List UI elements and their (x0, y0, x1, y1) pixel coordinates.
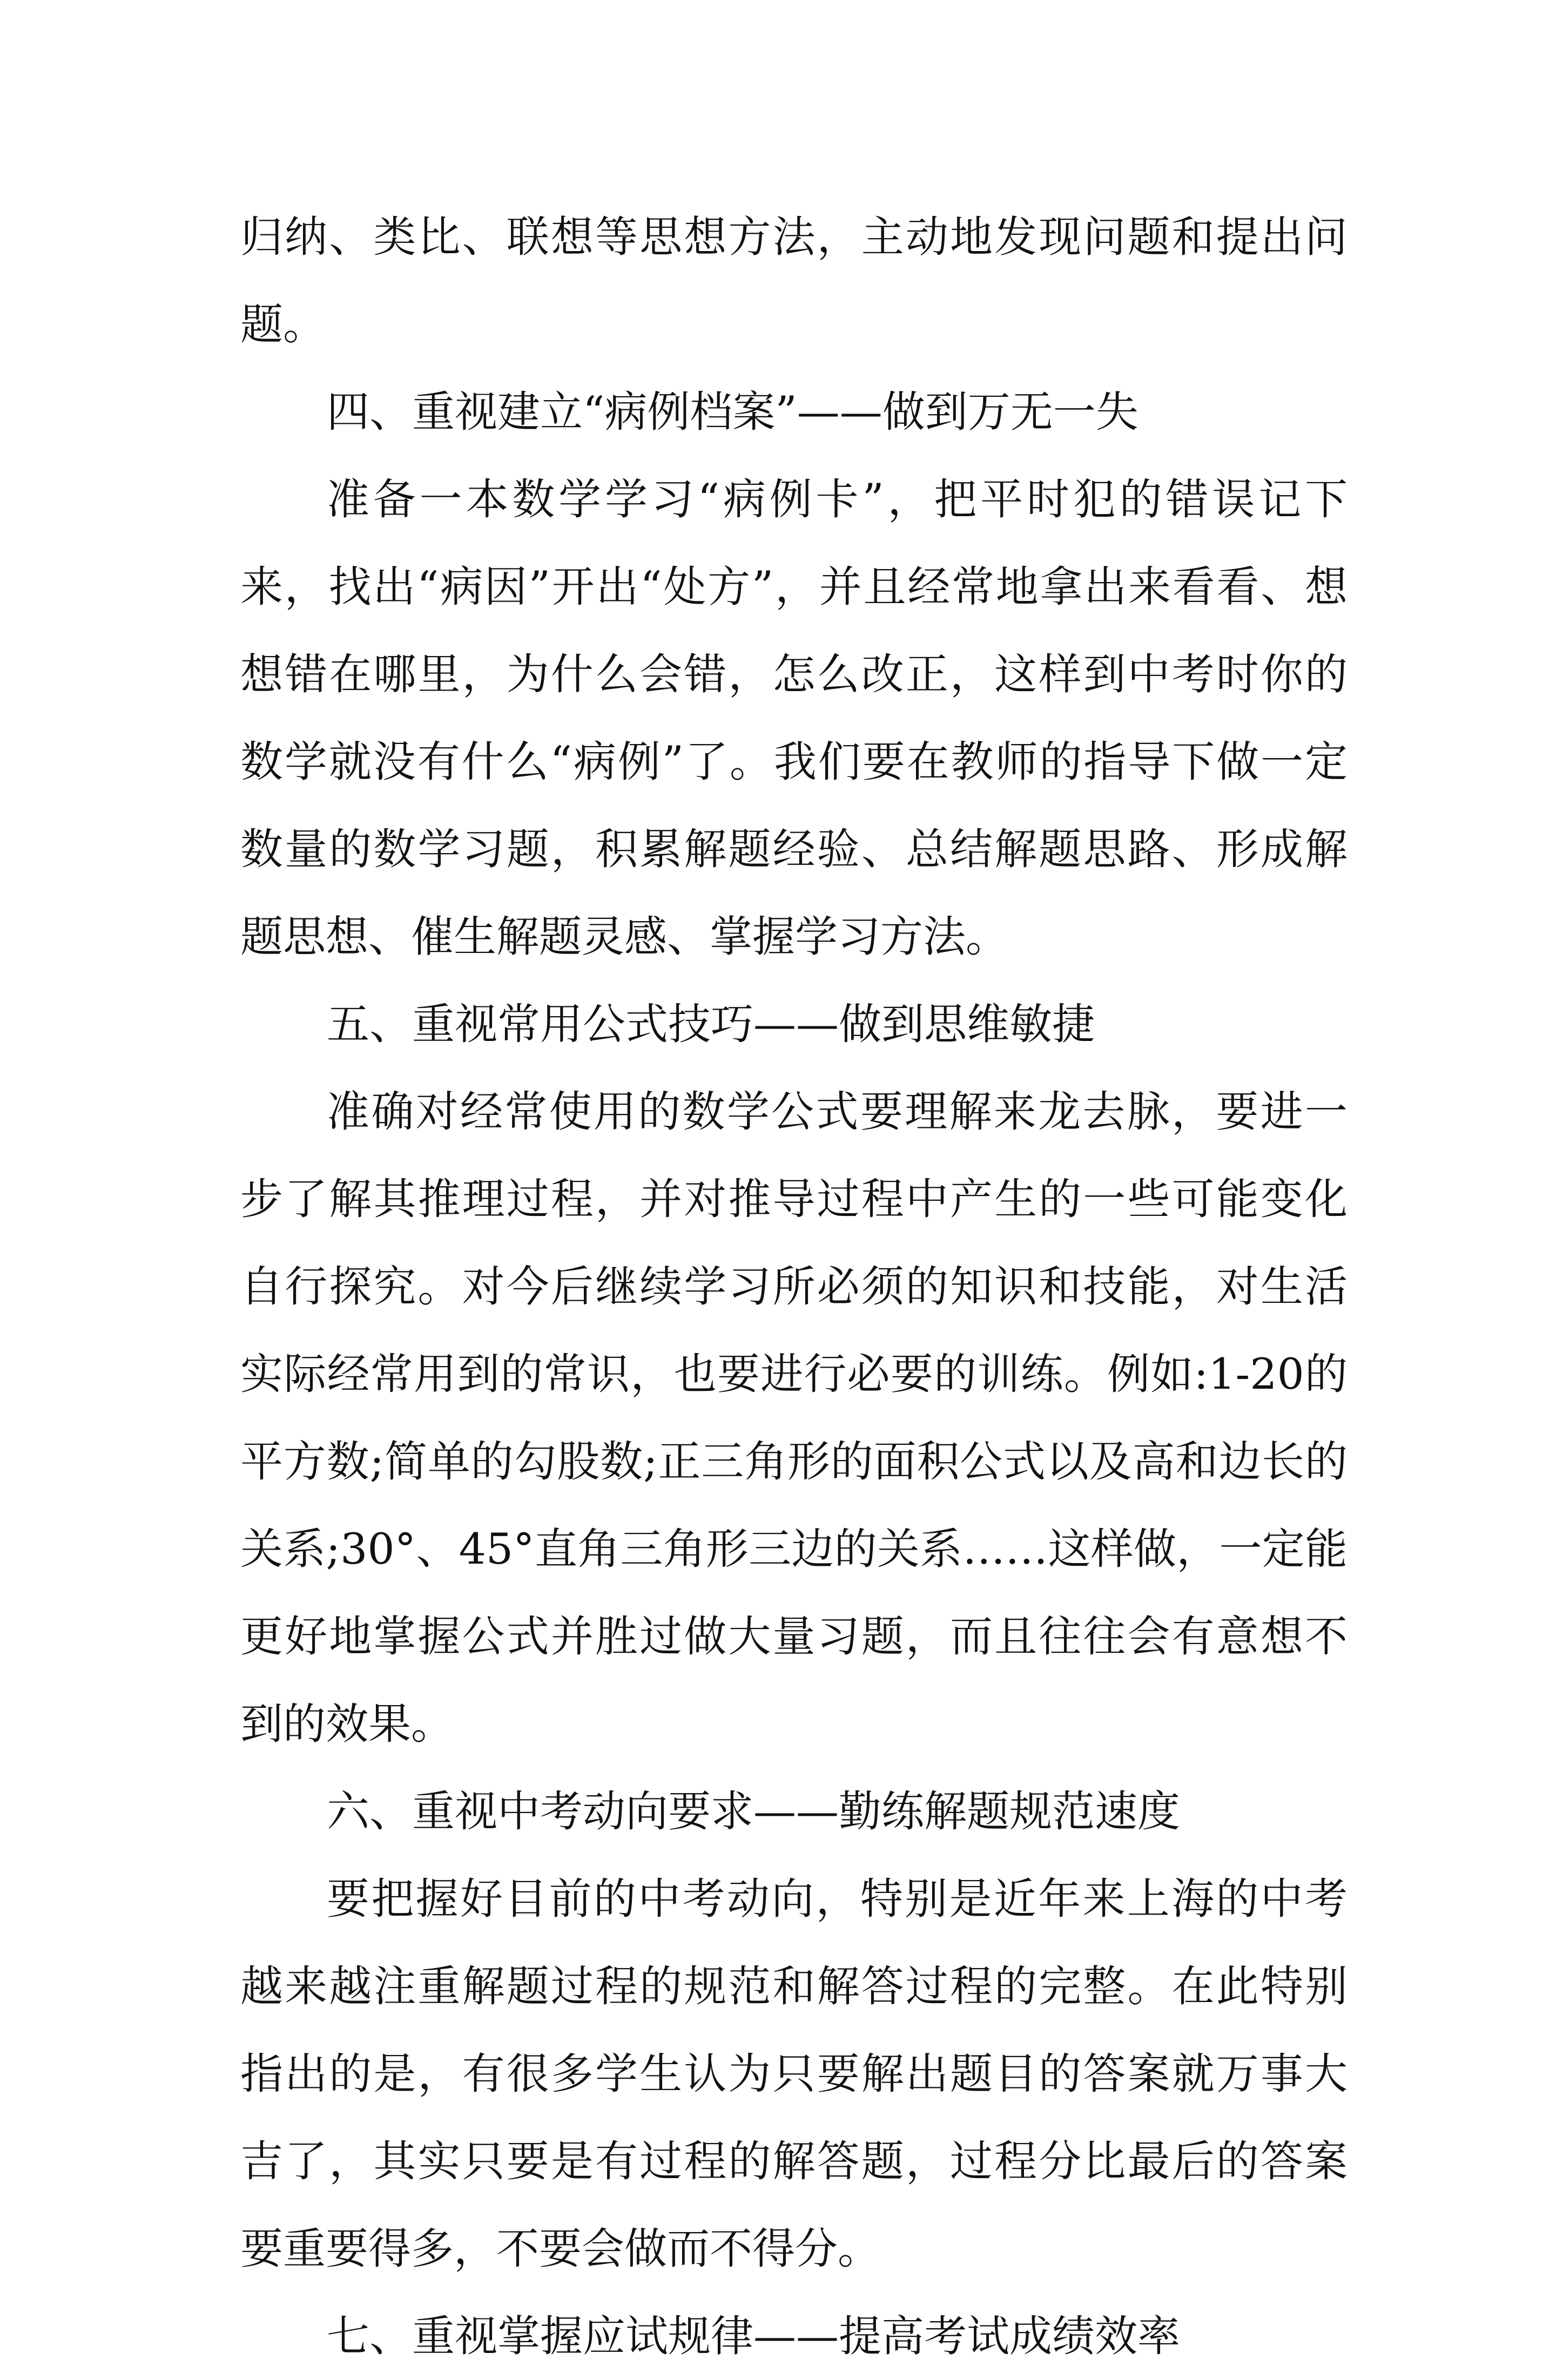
paragraph-section-5: 准确对经常使用的数学公式要理解来龙去脉，要进一步了解其推理过程，并对推导过程中产生的一些可能变化自行探究。对今后继续学习所必须的知识和技能，对生活实际经常用到的常识，也要进行必要的训练。例如:1-20的平方数;简单的勾股数;正三角形的面积公式以及高和边长的关系;30°、45°直角三角形三边的关系……这样做，一定能更好地掌握公式并胜过做大量习题，而且往往会有意想不到的效果。 (240, 1087, 1348, 1749)
section-heading-4: 四、重视建立“病例档案”——做到万无一失 (327, 387, 1138, 437)
document-body (240, 193, 1348, 2380)
paragraph-continuation: 归纳、类比、联想等思想方法，主动地发现问题和提出问题。 (240, 212, 1348, 349)
section-heading-7: 七、重视掌握应试规律——提高考试成绩效率 (327, 2311, 1180, 2361)
section-heading-6: 六、重视中考动向要求——勤练解题规范速度 (327, 1787, 1180, 1836)
section-heading-5: 五、重视常用公式技巧——做到思维敏捷 (327, 999, 1095, 1049)
paragraph-section-4: 准备一本数学学习“病例卡”，把平时犯的错误记下来，找出“病因”开出“处方”，并且经常地拿出来看看、想想错在哪里，为什么会错，怎么改正，这样到中考时你的数学就没有什么“病例”了。我们要在教师的指导下做一定数量的数学习题，积累解题经验、总结解题思路、形成解题思想、催生解题灵感、掌握学习方法。 (240, 475, 1348, 962)
paragraph-section-6: 要把握好目前的中考动向，特别是近年来上海的中考越来越注重解题过程的规范和解答过程的完整。在此特别指出的是，有很多学生认为只要解出题目的答案就万事大吉了，其实只要是有过程的解答题，过程分比最后的答案要重要得多，不要会做而不得分。 (240, 1874, 1348, 2274)
